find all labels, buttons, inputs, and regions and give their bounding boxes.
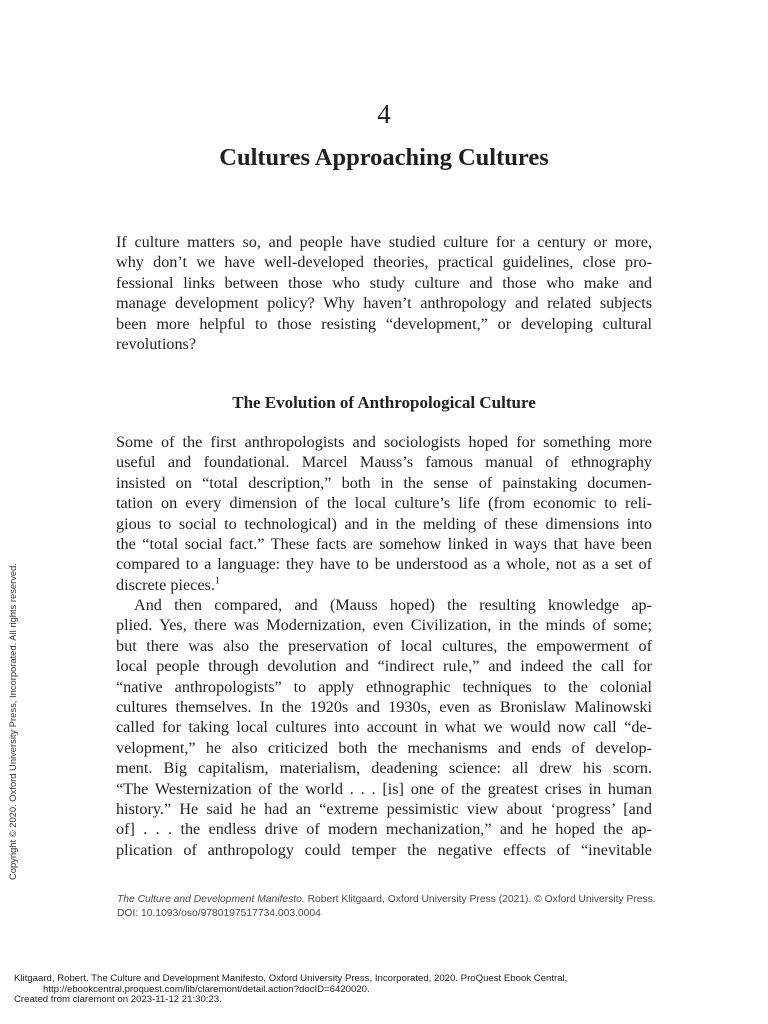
text-line: gious to social to technological) and in the melding of these dimensions into [116, 514, 652, 533]
footnote-doi: DOI: 10.1093/oso/9780197517734.003.0004 [117, 908, 321, 919]
citation-line: Klitgaard, Robert. The Culture and Development Manifesto, Oxford University Press, Incorporated, 2020. ProQuest Ebook Central, [14, 973, 568, 984]
text-line: manage development policy? Why haven’t anthropology and related subjects [116, 294, 652, 313]
footnote-publisher: Robert Klitgaard, Oxford University Press (2021). © Oxford University Press. [304, 894, 656, 905]
text-line: local people through devolution and “indirect rule,” and indeed the call for [116, 657, 652, 676]
text-line: the “total social fact.” These facts are somehow linked in ways that have been [116, 535, 652, 554]
text-line: revolutions? [116, 335, 197, 354]
source-footnote [117, 893, 677, 921]
footnote-source-line [117, 893, 677, 907]
intro-paragraph [116, 232, 652, 354]
text-line: useful and foundational. Marcel Mauss’s famous manual of ethnography [116, 453, 652, 472]
text-line: And then compared, and (Mauss hoped) the resulting knowledge ap- [134, 596, 652, 614]
text-line: cultures themselves. In the 1920s and 1930s, even as Bronislaw Malinowski [116, 698, 652, 717]
text-line: “native anthropologists” to apply ethnographic techniques to the colonial [116, 677, 652, 696]
footnote-book-title: The Culture and Development Manifesto. [117, 894, 305, 905]
text-line: discrete pieces. [116, 575, 215, 594]
body-paragraph-2 [116, 595, 652, 860]
footnote-reference: 1 [214, 575, 220, 587]
chapter-title: Cultures Approaching Cultures [219, 144, 549, 171]
text-line: insisted on “total description,” both in the sense of painstaking documen- [116, 473, 652, 492]
text-line: but there was also the preservation of local cultures, the empowerment of [116, 636, 652, 655]
text-line: velopment,” he also criticized both the mechanisms and ends of develop- [116, 738, 652, 757]
text-line: tation on every dimension of the local culture’s life (from economic to reli- [116, 494, 652, 513]
text-line: been more helpful to those resisting “development,” or developing cultural [116, 314, 652, 333]
text-line-with-note [116, 575, 652, 595]
text-line: fessional links between those who study culture and those who make and [116, 273, 652, 292]
text-line: compared to a language: they have to be understood as a whole, not as a set of [116, 555, 652, 574]
text-line: called for taking local cultures into account in what we would now call “de- [116, 718, 652, 737]
text-line: of] . . . the endless drive of modern mechanization,” and he hoped the ap- [116, 820, 652, 839]
copyright-sidebar: Copyright © 2020. Oxford University Press, Incorporated. All rights reserved. [7, 563, 18, 880]
section-heading: The Evolution of Anthropological Culture [232, 393, 536, 412]
text-line: plication of anthropology could temper the negative effects of “inevitable [116, 840, 652, 859]
text-line: Some of the first anthropologists and sociologists hoped for something more [116, 433, 652, 451]
ebook-citation [14, 974, 567, 1006]
text-line: If culture matters so, and people have studied culture for a century or more, [116, 233, 652, 251]
text-line: why don’t we have well-developed theories, practical guidelines, close pro- [116, 253, 652, 272]
text-line: ment. Big capitalism, materialism, deadening science: all drew his scorn. [116, 759, 652, 778]
citation-url[interactable]: http://ebookcentral.proquest.com/lib/claremont/detail.action?docID=6420020. [43, 983, 370, 995]
text-line: plied. Yes, there was Modernization, even Civilization, in the minds of some; [116, 616, 652, 635]
chapter-number: 4 [377, 99, 391, 129]
text-line: history.” He said he had an “extreme pessimistic view about ‘progress’ [and [116, 800, 652, 819]
body-paragraph-1 [116, 432, 652, 595]
text-line: “The Westernization of the world . . . [is] one of the greatest crises in human [116, 779, 652, 798]
citation-created: Created from claremont on 2023-11-12 21:30:23. [14, 994, 222, 1005]
